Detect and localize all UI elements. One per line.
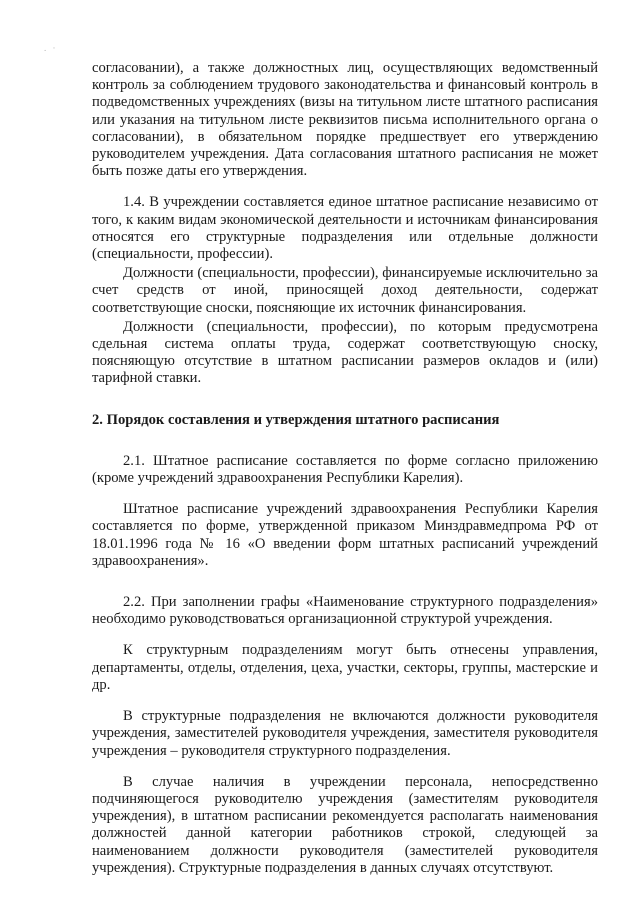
paragraph-piecework-positions: Должности (специальности, профессии), по которым предусмотрена сдельная система оплаты труда, содержат соответствующую сноску, поясняющую отсутствие в штатном расписании размеров окладов и (или) тарифной ставки. xyxy=(92,318,598,387)
paragraph-structural-units: К структурным подразделениям могут быть отнесены управления, департаменты, отделы, отделения, цеха, участки, секторы, группы, мастерские и др. xyxy=(92,642,598,693)
section-heading: 2. Порядок составления и утверждения штатного расписания xyxy=(92,411,500,428)
paragraph-excluded-positions: В структурные подразделения не включаются должности руководителя учреждения, заместителей руководителя учреждения, заместителя руководителя учреждения – руководителя структурного подразделения. xyxy=(92,708,598,759)
paragraph-2-2: 2.2. При заполнении графы «Наименование структурного подразделения» необходимо руководствоваться организационной структурой учреждения. xyxy=(92,594,598,628)
paragraph-approval-continuation: согласовании), а также должностных лиц, осуществляющих ведомственный контроль за соблюдением трудового законодательства и финансовый контроль в подведомственных учреждениях (визы на титульном листе штатного расписания или указания на титульном листе реквизитов письма исполнительного органа о согласовании), в обязательном порядке предшествует его утверждению руководителем учреждения. Дата согласования штатного расписания не может быть позже даты его утверждения. xyxy=(92,60,598,180)
paragraph-2-1: 2.1. Штатное расписание составляется по форме согласно приложению (кроме учреждений здравоохранения Республики Карелия). xyxy=(92,452,598,487)
paragraph-income-funded-positions: Должности (специальности, профессии), финансируемые исключительно за счет средств от иной, приносящей доход деятельности, содержат соответствующие сноски, поясняющие их источник финансирования. xyxy=(92,265,598,316)
paragraph-direct-subordinates: В случае наличия в учреждении персонала, непосредственно подчиняющегося руководителю учреждения (заместителям руководителя учреждения), в штатном расписании рекомендуется располагать наименования должностей данной категории работников строкой, следующей за наименованием должности руководителя (заместителей руководителя учреждения). Структурные подразделения в данных случаях отсутствуют. xyxy=(92,773,598,876)
scan-artifact: . · xyxy=(44,43,58,53)
paragraph-healthcare-form: Штатное расписание учреждений здравоохранения Республики Карелия составляется по форме, утвержденной приказом Минздравмедпрома РФ от 18.01.1996 года № 16 «О введении форм штатных расписаний учреждений здравоохранения». xyxy=(92,501,598,569)
paragraph-1-4: 1.4. В учреждении составляется единое штатное расписание независимо от того, к каким видам экономической деятельности и источникам финансирования относятся его структурные подразделения или отдельные должности (специальности, профессии). xyxy=(92,194,598,263)
document-body xyxy=(92,60,598,877)
